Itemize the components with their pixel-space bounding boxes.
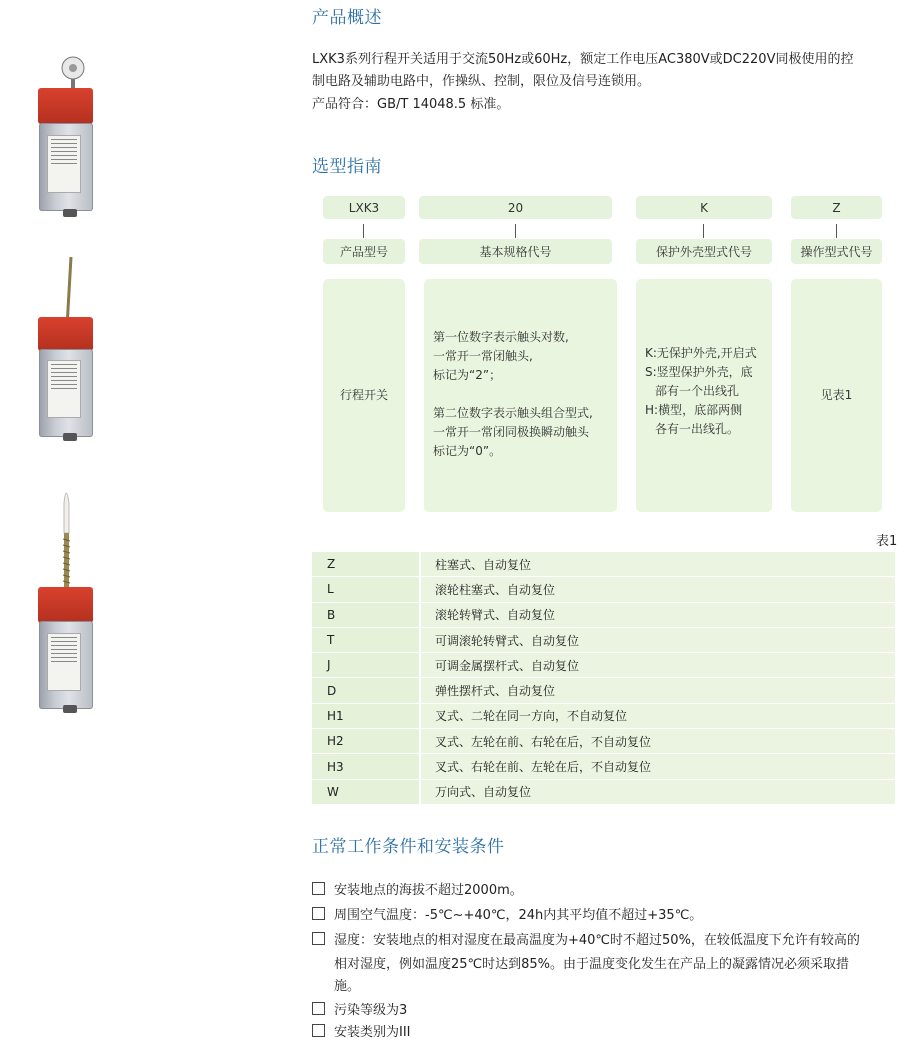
table-row (312, 627, 895, 652)
table-desc-cell: 叉式、左轮在前、右轮在后，不自动复位 (420, 729, 895, 754)
table-desc-cell: 可调滚轮转臂式、自动复位 (420, 627, 895, 652)
table-desc-cell: 柱塞式、自动复位 (420, 552, 895, 577)
table-code-cell: L (312, 577, 420, 602)
name-pill-spec: 基本规格代号 (419, 239, 612, 264)
condition-text: 安装类别为III (334, 1025, 411, 1040)
connector-line (363, 224, 364, 238)
desc-spec-line: 标记为“0”。 (433, 444, 502, 458)
condition-text: 周围空气温度：-5℃~+40℃，24h内其平均值不超过+35℃。 (334, 908, 703, 923)
desc-spec-line: 第二位数字表示触头组合型式, (433, 406, 593, 420)
connector-line (515, 224, 516, 238)
condition-continuation: 施。 (334, 979, 361, 994)
code-pill-enclosure: K (636, 196, 772, 219)
table-code-cell: W (312, 779, 420, 804)
table-code-cell: B (312, 602, 420, 627)
name-pill-operation: 操作型式代号 (791, 239, 882, 264)
conditions-heading: 正常工作条件和安装条件 (312, 837, 505, 857)
desc-card-enclosure (636, 279, 772, 512)
table-desc-cell: 万向式、自动复位 (420, 779, 895, 804)
desc-enclosure-line: K:无保护外壳,开启式 (645, 346, 757, 360)
condition-text: 污染等级为3 (334, 1003, 408, 1018)
desc-spec-line: 一常开一常闭同极换瞬动触头 (433, 425, 590, 439)
table-desc-cell: 滚轮柱塞式、自动复位 (420, 577, 895, 602)
table-row (312, 678, 895, 703)
desc-card-model (323, 279, 405, 512)
rod-lever-icon (33, 255, 103, 325)
condition-item (312, 1000, 407, 1022)
table-row (312, 602, 895, 627)
checkbox-icon (312, 882, 325, 895)
desc-card-spec (424, 279, 617, 512)
desc-card-operation (791, 279, 882, 512)
table-row (312, 653, 895, 678)
connector-line (703, 224, 704, 238)
guide-heading: 选型指南 (312, 157, 382, 177)
code-pill-operation: Z (791, 196, 882, 219)
table-code-cell: Z (312, 552, 420, 577)
table-desc-cell: 叉式、右轮在前、左轮在后，不自动复位 (420, 754, 895, 779)
desc-enclosure-line: H:横型，底部两侧 (645, 403, 743, 417)
desc-spec-line: 标记为“2”； (433, 368, 502, 382)
desc-operation-text: 见表1 (820, 388, 853, 402)
desc-enclosure-line: 部有一个出线孔 (655, 384, 740, 398)
table-code-cell: J (312, 653, 420, 678)
overview-line-2: 制电路及辅助电路中，作操纵、控制，限位及信号连锁用。 (312, 74, 651, 89)
table-row (312, 754, 895, 779)
table-desc-cell: 弹性摆杆式、自动复位 (420, 678, 895, 703)
condition-item (312, 930, 860, 952)
checkbox-icon (312, 1002, 325, 1015)
condition-item (312, 880, 523, 902)
table-code-cell: D (312, 678, 420, 703)
table-row (312, 779, 895, 804)
table-code-cell: T (312, 627, 420, 652)
overview-line-3: 产品符合：GB/T 14048.5 标准。 (312, 97, 510, 112)
condition-continuation: 相对湿度，例如温度25℃时达到85%。由于温度变化发生在产品上的凝露情况必须采取措 (334, 957, 850, 972)
name-pill-model: 产品型号 (323, 239, 405, 264)
condition-text: 安装地点的海拔不超过2000m。 (334, 883, 523, 898)
table-code-cell: H1 (312, 703, 420, 728)
condition-text: 湿度：安装地点的相对湿度在最高温度为+40℃时不超过50%，在较低温度下允许有较高的 (334, 933, 860, 948)
product-image-rod (33, 255, 103, 445)
product-image-roller-lever (33, 55, 103, 220)
desc-enclosure-line: S:竖型保护外壳，底 (645, 365, 753, 379)
table-desc-cell: 叉式、二轮在同一方向，不自动复位 (420, 703, 895, 728)
desc-enclosure-line: 各有一出线孔。 (655, 422, 740, 436)
desc-model-text: 行程开关 (339, 388, 388, 402)
table-code-cell: H2 (312, 729, 420, 754)
table-row (312, 703, 895, 728)
table-code-cell: H3 (312, 754, 420, 779)
table-row (312, 729, 895, 754)
operation-type-table (312, 552, 895, 805)
table-desc-cell: 滚轮转臂式、自动复位 (420, 602, 895, 627)
desc-spec-line: 一常开一常闭触头, (433, 349, 533, 363)
table-row (312, 552, 895, 577)
overview-heading: 产品概述 (312, 8, 382, 28)
overview-line-1: LXK3系列行程开关适用于交流50Hz或60Hz，额定工作电压AC380V或DC220V同极使用的控 (312, 52, 854, 67)
condition-item (312, 1022, 411, 1044)
checkbox-icon (312, 932, 325, 945)
code-pill-spec: 20 (419, 196, 612, 219)
table-row (312, 577, 895, 602)
product-image-spring-rod (33, 483, 103, 718)
checkbox-icon (312, 907, 325, 920)
code-pill-model: LXK3 (323, 196, 405, 219)
desc-spec-line: 第一位数字表示触头对数, (433, 330, 569, 344)
connector-line (836, 224, 837, 238)
spring-rod-icon (33, 483, 103, 593)
condition-item (312, 905, 702, 927)
checkbox-icon (312, 1024, 325, 1037)
name-pill-enclosure: 保护外壳型式代号 (636, 239, 772, 264)
table-desc-cell: 可调金属摆杆式、自动复位 (420, 653, 895, 678)
table-caption: 表1 (876, 534, 898, 549)
